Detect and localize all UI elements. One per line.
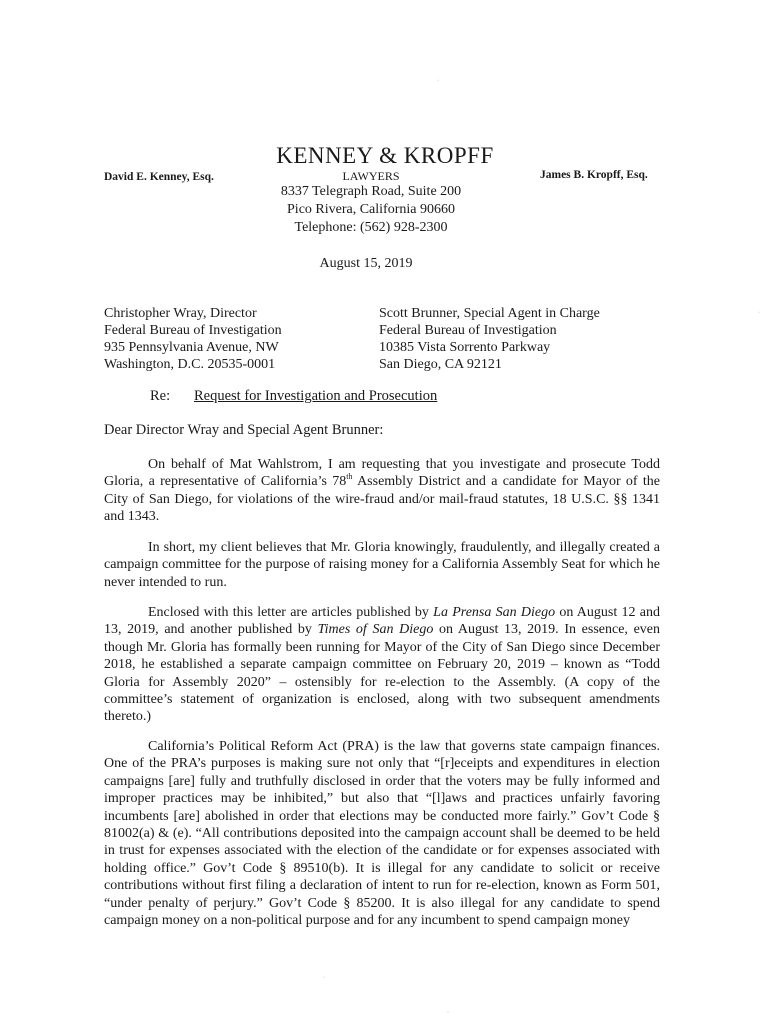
scan-speck: · bbox=[447, 1010, 449, 1016]
publication-name: La Prensa San Diego bbox=[433, 605, 556, 620]
scan-speck: · bbox=[758, 310, 760, 316]
body-paragraph-2 bbox=[104, 539, 660, 591]
recipient-line: Scott Brunner, Special Agent in Charge bbox=[379, 306, 600, 321]
recipient-line: 935 Pennsylvania Avenue, NW bbox=[104, 340, 279, 355]
recipient-line: Washington, D.C. 20535-0001 bbox=[104, 357, 276, 372]
scan-speck: · bbox=[323, 975, 325, 981]
recipient-line: Federal Bureau of Investigation bbox=[379, 323, 557, 338]
paragraph-text: In short, my client believes that Mr. Gloria knowingly, fraudulently, and illegally created a campaign committee for the purpose of raising money for a California Assembly Seat for which he never intended to run. bbox=[104, 540, 660, 590]
recipient-line: 10385 Vista Sorrento Parkway bbox=[379, 340, 551, 355]
paragraph-text: on August 12 and 13, 2019, and another published by bbox=[104, 605, 660, 638]
paragraph-text: Enclosed with this letter are articles published by bbox=[148, 605, 434, 620]
ordinal-suffix: th bbox=[346, 472, 353, 482]
subject-line bbox=[150, 388, 437, 405]
recipient-line: Federal Bureau of Investigation bbox=[104, 323, 282, 338]
subject-text: Request for Investigation and Prosecution bbox=[194, 388, 438, 404]
recipient-line: Christopher Wray, Director bbox=[104, 306, 257, 321]
body-paragraph-1 bbox=[104, 456, 660, 526]
paragraph-text: Assembly District and a candidate for Mayor of the City of San Diego, for violations of the wire-fraud and/or mail-fraud statutes, 18 U.S.C. §§ 1341 and 1343. bbox=[104, 474, 661, 525]
subject-label: Re: bbox=[150, 388, 171, 404]
attorney-right: James B. Kropff, Esq. bbox=[540, 169, 648, 181]
recipient-block-2 bbox=[379, 305, 600, 373]
telephone: Telephone: (562) 928-2300 bbox=[294, 220, 448, 235]
paragraph-text: On behalf of Mat Wahlstrom, I am requesting that you investigate and prosecute Todd Gloria, a representative of California’s 78 bbox=[104, 457, 660, 490]
attorney-left: David E. Kenney, Esq. bbox=[104, 171, 214, 183]
recipient-block-1 bbox=[104, 305, 282, 373]
address-line-2: Pico Rivera, California 90660 bbox=[287, 202, 455, 217]
paragraph-text: on August 13, 2019. In essence, even though Mr. Gloria has formally been running for Mayor of the City of San Diego since December 2018, he established a separate campaign committee on February 20, 2019 – known as “Todd Gloria for Assembly 2020” – ostensibly for re-election to the Assembly. (A copy of the committee’s statement of organization is enclosed, along with two subsequent amendments thereto.) bbox=[104, 622, 660, 725]
letterhead-subtitle: LAWYERS bbox=[342, 169, 400, 183]
publication-name: Times of San Diego bbox=[317, 622, 434, 638]
salutation: Dear Director Wray and Special Agent Brunner: bbox=[104, 422, 384, 438]
letter-date: August 15, 2019 bbox=[319, 256, 413, 271]
address-line-1: 8337 Telegraph Road, Suite 200 bbox=[280, 184, 462, 199]
body-paragraph-3 bbox=[104, 604, 660, 726]
paragraph-text: California’s Political Reform Act (PRA) is the law that governs state campaign finances. One of the PRA’s purposes is making sure not only that “[r]eceipts and expenditures in election campaigns [are] fully and truthfully disclosed in order that the voters may be fully informed and improper practices may be inhibited,” but also that “[l]aws and practices unfairly favoring incumbents [are] abolished in order that elections may be conducted more fairly.” Gov’t Code § 81002(a) & (e). “All contributions deposited into the campaign account shall be deemed to be held in trust for expenses associated with the election of the candidate or for expenses associated with holding office.” Gov’t Code § 89510(b). It is illegal for any candidate to solicit or receive contributions without first filing a declaration of intent to run for re-election, known as Form 501, “under penalty of perjury.” Gov’t Code § 85200. It is also illegal for any candidate to spend campaign money on a non-political purpose and for any incumbent to spend campaign money bbox=[104, 739, 660, 929]
scan-speck: · bbox=[437, 78, 439, 84]
body-paragraph-4 bbox=[104, 738, 660, 929]
firm-name: KENNEY & KROPFF bbox=[276, 143, 494, 168]
recipient-line: San Diego, CA 92121 bbox=[379, 357, 502, 372]
